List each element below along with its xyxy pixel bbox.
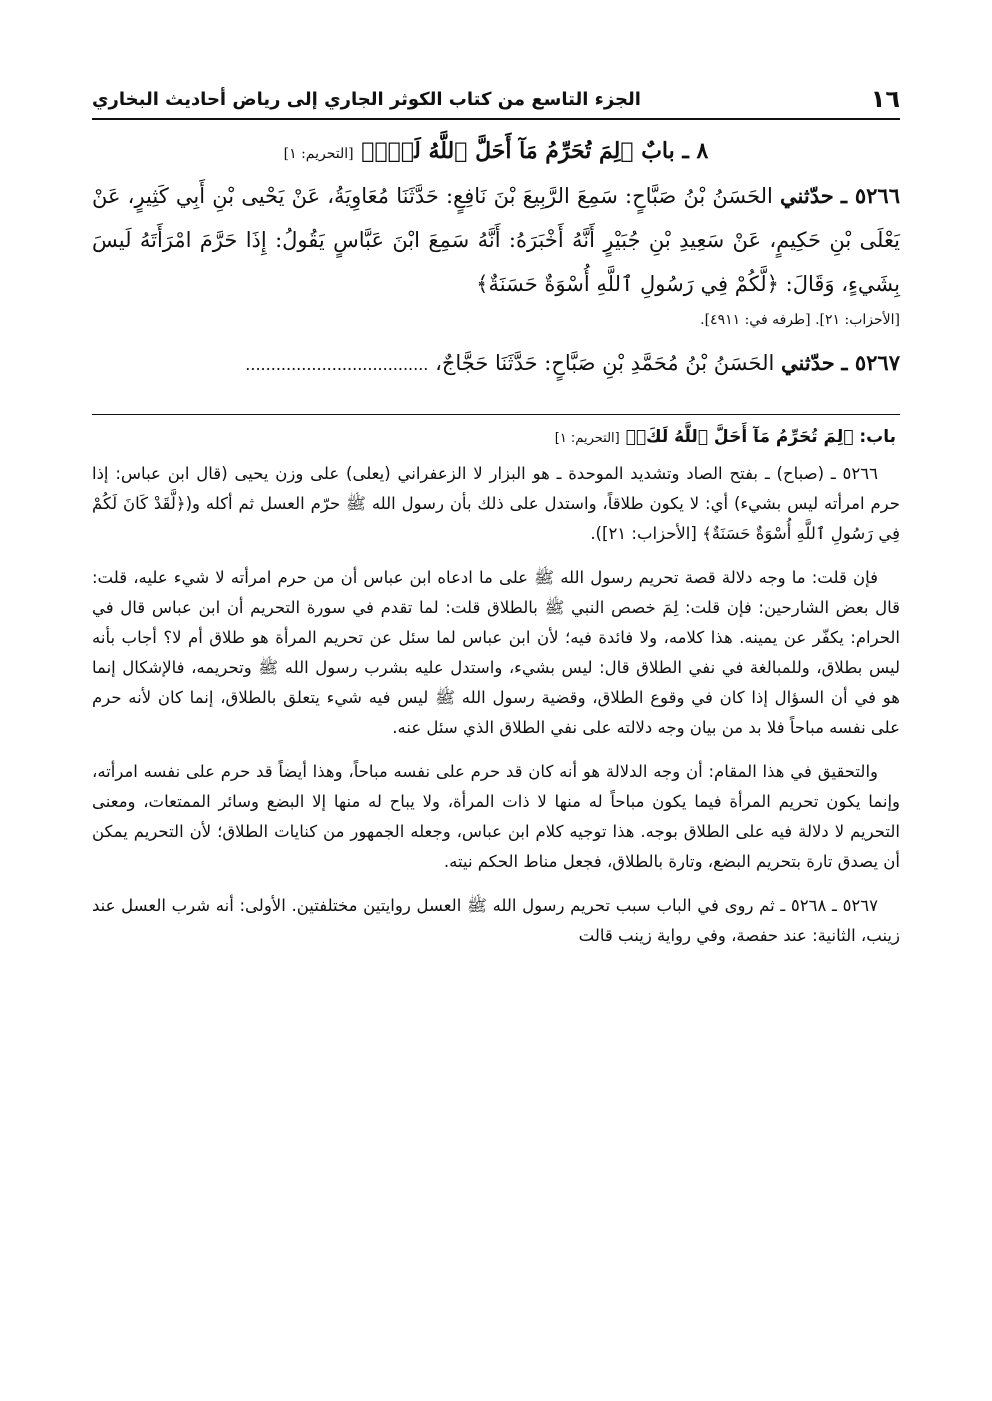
commentary-paragraph: فإن قلت: ما وجه دلالة قصة تحريم رسول الله ﷺ على ما ادعاه ابن عباس أن من حرم امرأته لا شيء عليه، قلت: قال بعض الشارحين: فإن قلت: لِمَ خصص النبي ﷺ بالطلاق قلت: لما تقدم في سورة التحريم أن ابن عباس قال في الحرام: يكفّر عن يمينه. هذا كلامه، ولا فائدة فيه؛ لأن ابن عباس لما سئل عن تحريم المرأة هو طلاق أم لا؟ أجاب بأنه ليس بطلاق، وللمبالغة في نفي الطلاق قال: ليس بشيء، واستدل عليه بشرب رسول الله ﷺ وتحريمه، فالإشكال إنما هو في أن السؤال إذا كان في وقوع الطلاق، وقضية رسول الله ﷺ ليس فيه شيء يتعلق بالطلاق، إنما كان لأنه حرم على نفسه مباحاً فلا بد من بيان وجه دلالته على نفي الطلاق الذي سئل عنه. bbox=[92, 568, 900, 737]
hadith-5267 bbox=[92, 340, 900, 388]
chapter-quran-ref: [التحريم: ١] bbox=[283, 146, 354, 162]
hadith-text: الحَسَنُ بْنُ مُحَمَّدِ بْنِ صَبَّاحٍ: حَدَّثَنَا حَجَّاجٌ، bbox=[435, 351, 775, 375]
matn-section bbox=[92, 138, 900, 388]
hadith-opening: حدّثني bbox=[781, 350, 835, 375]
ellipsis-dots: .................................... bbox=[245, 355, 429, 374]
hadith-reference: [الأحزاب: ٢١]. [طرفه في: ٤٩١١]. bbox=[700, 312, 900, 328]
hadith-opening: حدّثني bbox=[780, 183, 834, 208]
commentary-quran-ref: [التحريم: ١] bbox=[554, 431, 620, 446]
commentary-heading-text: باب: ﴿لِمَ تُحَرِّمُ مَآ أَحَلَّ ٱللَّهُ لَكَۖ﴾ bbox=[625, 427, 896, 447]
commentary-section bbox=[92, 427, 900, 951]
hadith-5266 bbox=[92, 174, 900, 306]
chapter-heading bbox=[92, 138, 900, 164]
chapter-heading-text: ٨ ـ بابٌ ﴿لِمَ تُحَرِّمُ مَآ أَحَلَّ ٱللَّهُ لَكَۖ﴾ bbox=[361, 138, 709, 164]
commentary-paragraph: والتحقيق في هذا المقام: أن وجه الدلالة هو أنه كان قد حرم على نفسه مباحاً، وهذا أيضاً قد حرم على نفسه امرأته، وإنما يكون تحريم المرأة فيما يكون مباحاً له منها لا ذات المرأة، ولا يباح له منها إلا البضع وسائر الممتعات، ومعنى التحريم لا دلالة فيه على الطلاق بوجه. هذا توجيه كلام ابن عباس، وجعله الجمهور من كنايات الطلاق؛ لأن التحريم يمكن أن يصدق تارة بتحريم البضع، وتارة بالطلاق، فجعل مناط الحكم نيته. bbox=[92, 762, 900, 871]
hadith-text: الحَسَنُ بْنُ صَبَّاحٍ: سَمِعَ الرَّبِيعَ بْنَ نَافِعٍ: حَدَّثَنَا مُعَاوِيَةُ، عَنْ يَحْيى بْنِ أَبِي كَثِيرٍ، عَنْ يَعْلَى بْنِ حَكِيمٍ، عَنْ سَعِيدِ بْنِ جُبَيْرٍ أَنَّهُ أَخْبَرَهُ: أَنَّهُ سَمِعَ ابْنَ عَبَّاسٍ يَقُولُ: إِذَا حَرَّمَ امْرَأَتَهُ لَيسَ بِشَيءٍ، وَقَالَ: ﴿لَّكُمْ فِي رَسُولِ ٱللَّهِ أُسْوَةٌ حَسَنَةٌ﴾ bbox=[92, 184, 900, 296]
commentary-paragraph: ٥٢٦٦ ـ (صباح) ـ بفتح الصاد وتشديد الموحدة ـ هو البزار لا الزعفراني (يعلى) على وزن يحيى (قال ابن عباس: إذا حرم امرأته ليس بشيء) أي: لا يكون طلاقاً، واستدل على ذلك بأن رسول الله ﷺ حرّم العسل ثم أكله و(﴿لَّقَدْ كَانَ لَكُمْ فِي رَسُولِ ٱللَّهِ أُسْوَةٌ حَسَنَةٌ﴾ [الأحزاب: ٢١]). bbox=[92, 464, 900, 543]
running-header bbox=[92, 80, 900, 120]
hadith-number: ٥٢٦٧ ـ bbox=[841, 350, 900, 375]
commentary-paragraph: ٥٢٦٧ ـ ٥٢٦٨ ـ ثم روى في الباب سبب تحريم رسول الله ﷺ العسل روايتين مختلفتين. الأولى: أنه شرب العسل عند زينب، الثانية: عند حفصة، وفي رواية زينب قالت bbox=[92, 896, 900, 945]
book-title: الجزء التاسع من كتاب الكوثر الجاري إلى رياض أحاديث البخاري bbox=[92, 88, 641, 110]
hadith-number: ٥٢٦٦ ـ bbox=[840, 183, 900, 208]
book-page bbox=[92, 80, 900, 965]
page-number: ١٦ bbox=[870, 85, 900, 113]
section-divider bbox=[92, 414, 900, 415]
commentary-heading bbox=[92, 427, 900, 447]
